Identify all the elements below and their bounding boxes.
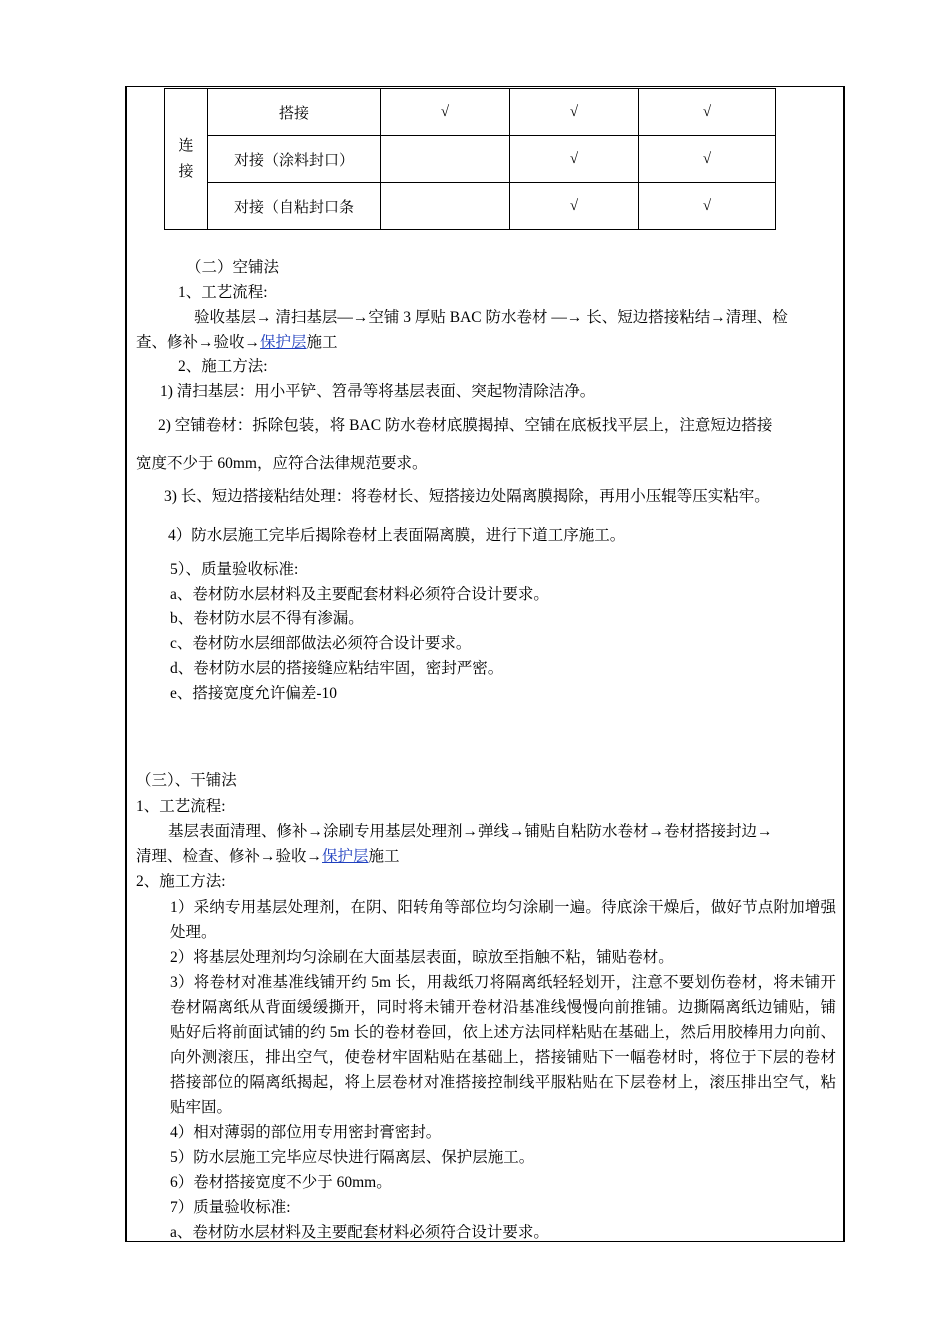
table-cell-check [381, 136, 510, 183]
subheading: 2、施工方法: [136, 873, 226, 890]
paragraph: 6）卷材搭接宽度不少于 60mm。 [170, 1174, 392, 1191]
connection-method-table [164, 88, 776, 230]
subheading: 1、工艺流程: [178, 284, 268, 301]
flow-text: 查、修补→验收→ [136, 334, 261, 351]
paragraph: 3）将卷材对准基准线铺开约 5m 长，用裁纸刀将隔离纸轻轻划开，注意不要划伤卷材，将未铺开卷材隔离纸从背面缓缓撕开，同时将未铺开卷材沿基准线慢慢向前推铺。边撕隔离纸边铺贴，铺贴好后将前面试铺的约 5m 长的卷材卷回，依上述方法同样粘贴在基础上，然后用胶棒用力向前、向外测滚压，排出空气，使卷材牢固粘贴在基础上，搭接铺贴下一幅卷材时，将位于下层的卷材搭接部位的隔离纸揭起，将上层卷材对准搭接控制线平服粘贴在下层卷材上，滚压排出空气，粘贴牢固。 [170, 974, 836, 1116]
list-item: a、卷材防水层材料及主要配套材料必须符合设计要求。 [170, 586, 549, 603]
paragraph: 4）防水层施工完毕后揭除卷材上表面隔离膜，进行下道工序施工。 [168, 527, 626, 544]
group-label-1: 连 [178, 138, 194, 154]
paragraph: 4）相对薄弱的部位用专用密封膏密封。 [170, 1124, 442, 1141]
list-item: b、卷材防水层不得有渗漏。 [170, 610, 364, 627]
table-cell-check: √ [510, 183, 639, 230]
table-cell-label: 对接（涂料封口） [208, 136, 381, 183]
table-cell-check: √ [639, 136, 776, 183]
table-cell-check: √ [510, 136, 639, 183]
list-item: a、卷材防水层材料及主要配套材料必须符合设计要求。 [170, 1224, 549, 1241]
list-item: d、卷材防水层的搭接缝应粘结牢固，密封严密。 [170, 660, 504, 677]
protection-layer-link[interactable]: 保护层 [260, 334, 307, 351]
table-cell-check: √ [639, 183, 776, 230]
flow-text: 清理、检查、修补→验收→ [136, 848, 323, 865]
list-item: e、搭接宽度允许偏差-10 [170, 685, 338, 702]
flow-text: 基层表面清理、修补→涂刷专用基层处理剂→弹线→铺贴自粘防水卷材→卷材搭接封边→ [168, 823, 773, 840]
table-row [165, 183, 776, 230]
section-title: （二）空铺法 [186, 259, 280, 276]
paragraph: 3) 长、短边搭接粘结处理：将卷材长、短搭接边处隔离膜揭除，再用小压辊等压实粘牢。 [164, 488, 770, 505]
list-item: c、卷材防水层细部做法必须符合设计要求。 [170, 635, 472, 652]
paragraph: 1) 清扫基层：用小平铲、笤帚等将基层表面、突起物清除洁净。 [160, 383, 596, 400]
table-cell-check: √ [639, 89, 776, 136]
flow-text: 施工 [306, 334, 338, 351]
subheading: 1、工艺流程: [136, 798, 226, 815]
subheading: 5）、质量验收标准: [170, 561, 299, 578]
paragraph: 1）采纳专用基层处理剂，在阴、阳转角等部位均匀涂刷一遍。待底涂干燥后，做好节点附加增强处理。 [170, 899, 836, 941]
flow-text-2 [136, 333, 338, 353]
subheading: 7）质量验收标准: [170, 1199, 291, 1216]
paragraph: 宽度不少于 60mm，应符合法律规范要求。 [136, 455, 428, 472]
table-cell-check [381, 183, 510, 230]
paragraph: 2）将基层处理剂均匀涂刷在大面基层表面，晾放至指触不粘，铺贴卷材。 [170, 949, 674, 966]
flow-text: 验收基层→ 清扫基层—→空铺 3 厚贴 BAC 防水卷材 —→ 长、短边搭接粘结→清理、检 [194, 309, 788, 326]
table-cell-check: √ [510, 89, 639, 136]
table-cell-check: √ [381, 89, 510, 136]
section-title: （三）、干铺法 [136, 772, 237, 789]
paragraph: 2) 空铺卷材：拆除包装，将 BAC 防水卷材底膜揭掉、空铺在底板找平层上，注意短边搭接 [158, 417, 773, 434]
protection-layer-link[interactable]: 保护层 [322, 848, 369, 865]
table-cell-label: 搭接 [208, 89, 381, 136]
table-cell-label: 对接（自粘封口条 [208, 183, 381, 230]
group-label-2: 接 [178, 164, 194, 180]
subheading: 2、施工方法: [178, 358, 268, 375]
group-label-cell [165, 89, 208, 230]
flow-text: 施工 [368, 848, 400, 865]
table-row [165, 89, 776, 136]
table-row [165, 136, 776, 183]
paragraph: 5）防水层施工完毕应尽快进行隔离层、保护层施工。 [170, 1149, 535, 1166]
flow-text-2 [136, 847, 400, 867]
